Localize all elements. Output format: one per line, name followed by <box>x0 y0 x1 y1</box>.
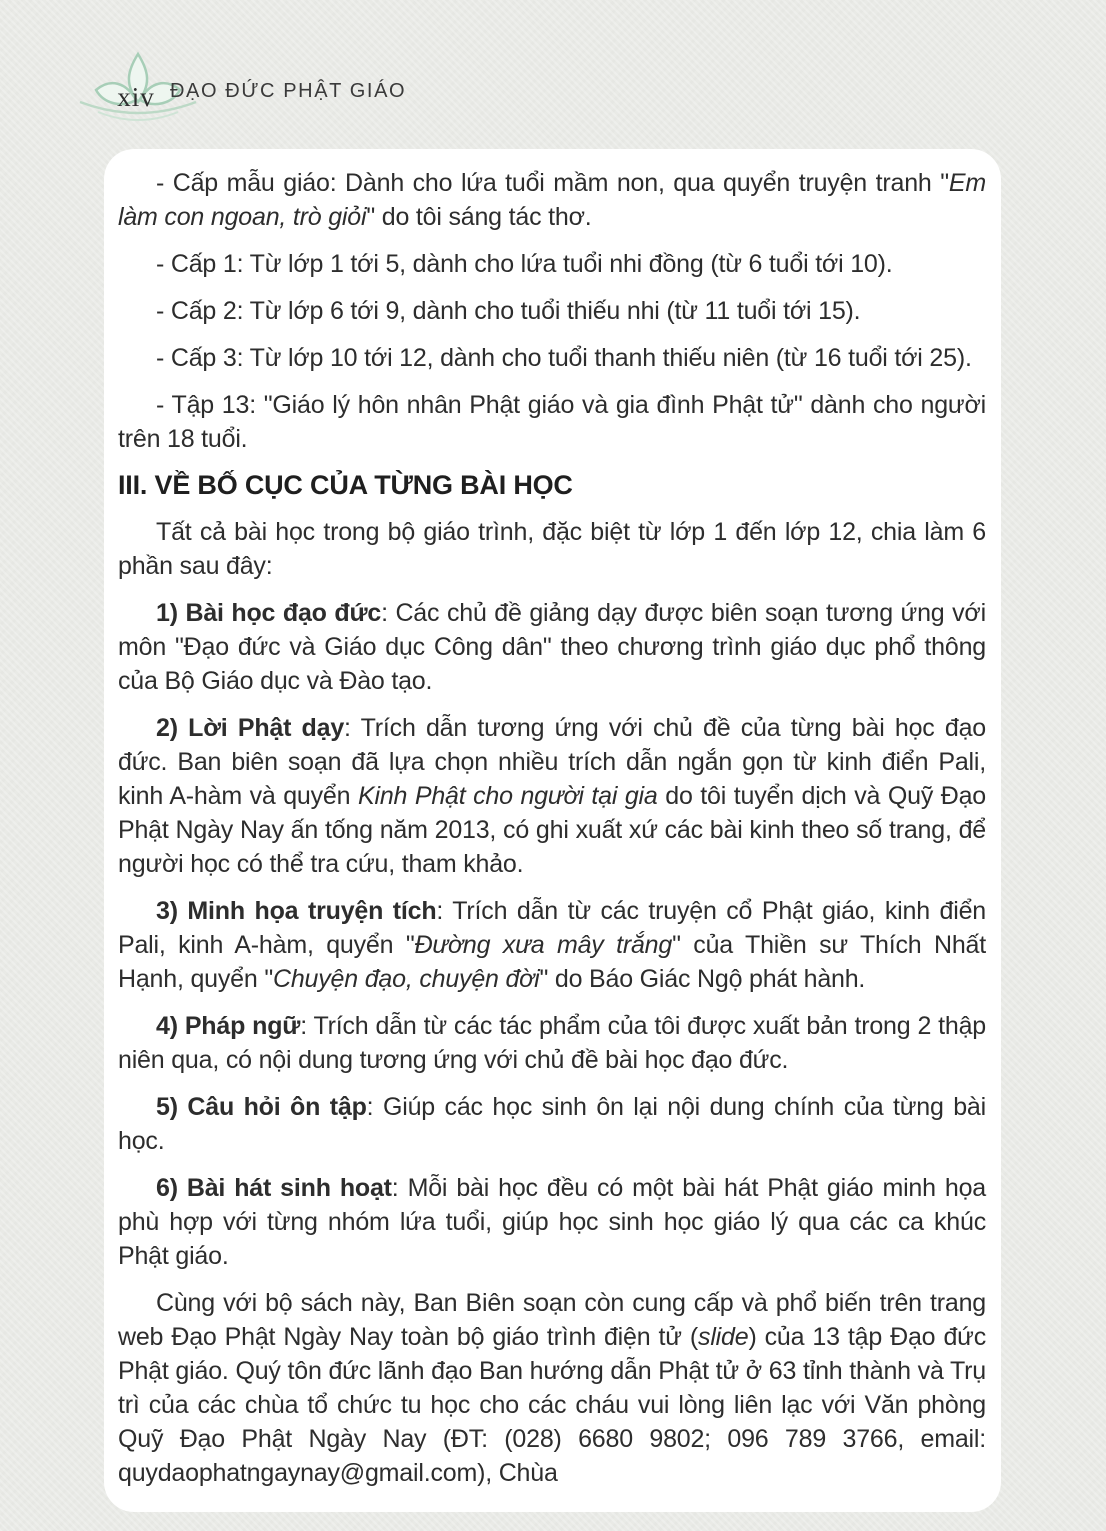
text-segment: slide <box>698 1323 749 1351</box>
paragraph <box>118 596 986 698</box>
paragraph <box>118 166 986 234</box>
text-segment: ) của 13 tập Đạo đức Phật giáo. Quý tôn đức lãnh đạo Ban hướng dẫn Phật tử ở 63 tỉnh thành và Trụ trì của các chùa tổ chức tu học cho các cháu vui lòng liên lạc với Văn phòng Quỹ Đạo Phật Ngày Nay (ĐT: (028) 6680 9802; 096 789 3766, email: quydaophatngaynay@gmail.com), Chùa <box>118 1323 986 1487</box>
text-segment: : Giúp các học sinh ôn lại nội dung chính của từng bài học. <box>118 1093 986 1155</box>
text-segment: - Cấp 1: Từ lớp 1 tới 5, dành cho lứa tuổi nhi đồng (từ 6 tuổi tới 10). <box>156 250 893 278</box>
page-header <box>0 0 1106 150</box>
paragraph <box>118 247 986 281</box>
text-segment: Tất cả bài học trong bộ giáo trình, đặc biệt từ lớp 1 đến lớp 12, chia làm 6 phần sau đây: <box>118 518 986 580</box>
paragraph <box>118 1286 986 1490</box>
text-segment: : Mỗi bài học đều có một bài hát Phật giáo minh họa phù hợp với từng nhóm lứa tuổi, giúp học sinh học giáo lý qua các ca khúc Phật giáo. <box>118 1174 986 1270</box>
paragraph <box>118 1090 986 1158</box>
text-segment: " do Báo Giác Ngộ phát hành. <box>539 965 866 993</box>
text-segment: Đường xưa mây trắng <box>414 931 673 959</box>
content-panel <box>104 149 1001 1512</box>
text-segment: : Trích dẫn từ các truyện cổ Phật giáo, kinh điển Pali, kinh A-hàm, quyển " <box>118 897 986 959</box>
paragraph <box>118 515 986 583</box>
running-title: ĐẠO ĐỨC PHẬT GIÁO <box>170 80 407 102</box>
text-segment: 2) Lời Phật dạy <box>156 714 345 742</box>
paragraph <box>118 294 986 328</box>
text-segment: Kinh Phật cho người tại gia <box>357 782 658 810</box>
text-segment: 4) Pháp ngữ <box>156 1012 301 1040</box>
paragraph <box>118 894 986 996</box>
page-number: xiv <box>117 82 155 112</box>
text-segment: : Trích dẫn từ các tác phẩm của tôi được xuất bản trong 2 thập niên qua, có nội dung tương ứng với chủ đề bài học đạo đức. <box>118 1012 987 1074</box>
text-segment: 5) Câu hỏi ôn tập <box>156 1093 367 1121</box>
text-segment: - Cấp mẫu giáo: Dành cho lứa tuổi mầm non, qua quyển truyện tranh " <box>156 169 949 197</box>
paragraph <box>118 711 986 881</box>
text-segment: 3) Minh họa truyện tích <box>156 897 437 925</box>
text-segment: Cùng với bộ sách này, Ban Biên soạn còn cung cấp và phổ biến trên trang web Đạo Phật Ngày Nay toàn bộ giáo trình điện tử ( <box>118 1289 986 1351</box>
text-segment: III. VỀ BỐ CỤC CỦA TỪNG BÀI HỌC <box>118 470 573 500</box>
text-segment: " do tôi sáng tác thơ. <box>366 203 592 231</box>
text-segment: : Các chủ đề giảng dạy được biên soạn tương ứng với môn "Đạo đức và Giáo dục Công dân" theo chương trình giáo dục phổ thông của Bộ Giáo dục và Đào tạo. <box>118 599 986 695</box>
text-segment: " của Thiền sư Thích Nhất Hạnh, quyển " <box>118 931 986 993</box>
text-segment: do tôi tuyển dịch và Quỹ Đạo Phật Ngày Nay ấn tống năm 2013, có ghi xuất xứ các bài kinh theo số trang, để người học có thể tra cứu, tham khảo. <box>118 782 987 878</box>
paragraph <box>118 1171 986 1273</box>
paragraph <box>118 341 986 375</box>
text-segment: - Tập 13: "Giáo lý hôn nhân Phật giáo và gia đình Phật tử" dành cho người trên 18 tuổi. <box>118 391 986 453</box>
section-heading <box>118 469 986 501</box>
paragraph <box>118 388 986 456</box>
text-segment: : Trích dẫn tương ứng với chủ đề của từng bài học đạo đức. Ban biên soạn đã lựa chọn nhiều trích dẫn ngắn gọn từ kinh điển Pali, kinh A-hàm và quyển <box>118 714 986 810</box>
paragraph <box>118 1009 986 1077</box>
text-segment: 6) Bài hát sinh hoạt <box>156 1174 392 1202</box>
text-segment: Em làm con ngoan, trò giỏi <box>118 169 986 231</box>
text-segment: Chuyện đạo, chuyện đời <box>273 965 540 993</box>
text-segment: - Cấp 3: Từ lớp 10 tới 12, dành cho tuổi thanh thiếu niên (từ 16 tuổi tới 25). <box>156 344 972 372</box>
text-segment: - Cấp 2: Từ lớp 6 tới 9, dành cho tuổi thiếu nhi (từ 11 tuổi tới 15). <box>156 297 861 325</box>
document-body <box>118 166 986 1490</box>
text-segment: 1) Bài học đạo đức <box>156 599 382 627</box>
